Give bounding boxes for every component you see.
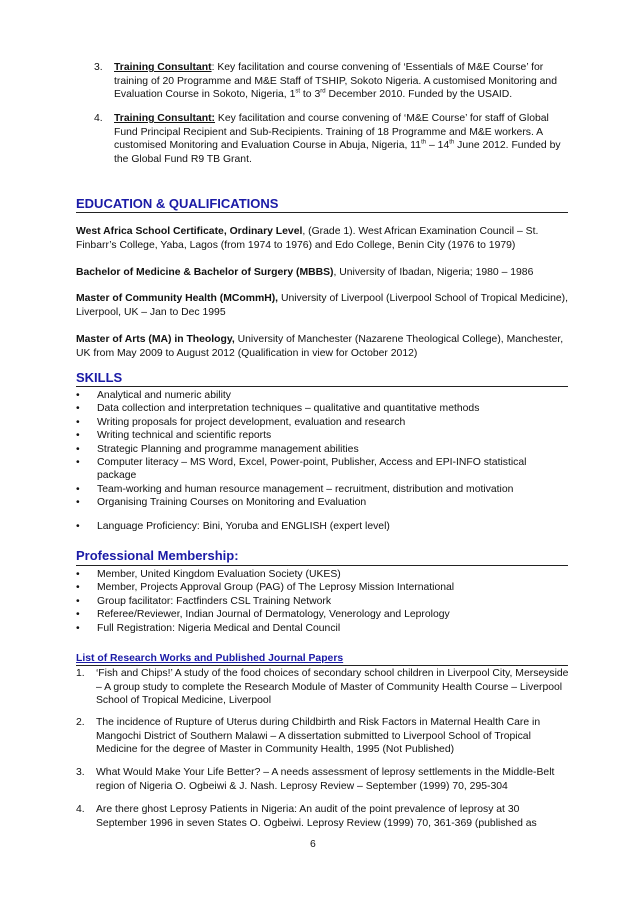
education-entry: Bachelor of Medicine & Bachelor of Surgery (MBBS), University of Ibadan, Nigeria; 1980 – 1986 (76, 267, 534, 278)
role-label: Training Consultant: (114, 113, 216, 124)
heading-rule (76, 212, 568, 213)
list-item: • Strategic Planning and programme management abilities (76, 443, 359, 455)
research-heading: List of Research Works and Published Journal Papers (76, 653, 344, 664)
research-item: 1. ‘Fish and Chips!’ A study of the food choices of secondary school children in Liverpool City, Merseyside – A group study to complete the Research Module of Master of Community Health Course – Liverpool School of Tropical Medicine, Liverpool (76, 668, 569, 707)
education-heading: EDUCATION & QUALIFICATIONS (76, 196, 279, 211)
heading-rule (76, 565, 568, 566)
list-item: • Writing proposals for project development, evaluation and research (76, 416, 406, 428)
research-item: 3. What Would Make Your Life Better? – A needs assessment of leprosy settlements in the Middle-Belt region of Nigeria O. Ogbeiwi & J. Nash. Leprosy Review – September (1999) 70, 295-304 (76, 767, 555, 792)
list-item: • Group facilitator: Factfinders CSL Training Network (76, 595, 332, 607)
list-item: • Team-working and human resource management – recruitment, distribution and motivation (76, 483, 514, 495)
research-item: 2. The incidence of Rupture of Uterus during Childbirth and Risk Factors in Maternal Health Care in Mangochi District of Southern Malawi – A dissertation submitted to Liverpool School of Tropical Medicine for the degree of Master in Community Health, 1995 (Not Published) (76, 717, 541, 756)
heading-rule (76, 665, 568, 666)
training-text: Training Consultant: Key facilitation and course convening of ‘Essentials of M&E Course’ for training of 20 Programme and M&E Staff of TSHIP, Sokoto Nigeria. A customised Monitoring and Evaluation Course in Sokoto, Nigeria, 1st to 3rd December 2010. Funded by the USAID. (114, 62, 557, 101)
heading-rule (76, 386, 568, 387)
list-item: • Referee/Reviewer, Indian Journal of Dermatology, Venerology and Leprology (76, 609, 450, 621)
item-number: 3. (94, 62, 103, 73)
membership-heading: Professional Membership: (76, 548, 239, 563)
membership-list (76, 568, 568, 635)
education-entry: West Africa School Certificate, Ordinary Level, (Grade 1). West African Examination Council – St. Finbarr’s College, Yaba, Lagos (from 1974 to 1976) and Edo College, Benin City (1976 to 1979) (76, 226, 539, 251)
skills-list (76, 389, 568, 510)
list-item: • Writing technical and scientific reports (76, 430, 272, 442)
list-item: • Member, United Kingdom Evaluation Society (UKES) (76, 569, 341, 580)
education-entry: Master of Arts (MA) in Theology, University of Manchester (Nazarene Theological College), Manchester, UK from May 2009 to August 2012 (Qualification in view for October 2012) (76, 334, 564, 359)
list-item: • Computer literacy – MS Word, Excel, Power-point, Publisher, Access and EPI-INFO statistical package (76, 457, 527, 482)
list-item: • Language Proficiency: Bini, Yoruba and ENGLISH (expert level) (76, 521, 390, 532)
skills-heading: SKILLS (76, 370, 123, 385)
page-number: 6 (310, 839, 316, 850)
role-label: Training Consultant (114, 62, 212, 73)
item-number: 4. (94, 113, 103, 124)
list-item: • Organising Training Courses on Monitoring and Evaluation (76, 497, 367, 509)
research-item: 4. Are there ghost Leprosy Patients in Nigeria: An audit of the point prevalence of leprosy at 30 September 1996 in seven States O. Ogbeiwi. Leprosy Review (1999) 70, 361-369 (published as (76, 804, 537, 829)
list-item: • Data collection and interpretation techniques – qualitative and quantitative methods (76, 403, 480, 415)
education-entry: Master of Community Health (MCommH), University of Liverpool (Liverpool School of Tropical Medicine), Liverpool, UK – Jan to Dec 1995 (76, 293, 568, 318)
list-item: • Member, Projects Approval Group (PAG) of The Leprosy Mission International (76, 582, 455, 594)
training-text: Training Consultant: Key facilitation and course convening of ‘M&E Course’ for staff of Global Fund Principal Recipient and Sub-Recipients. Training of 18 Programme and M&E workers. A customised Monitoring and Evaluation Course in Abuja, Nigeria, 11th – 14th June 2012. Funded by the Global Fund R9 TB Grant. (114, 113, 561, 165)
list-item: • Analytical and numeric ability (76, 390, 231, 401)
language-list (76, 520, 568, 533)
list-item: • Full Registration: Nigeria Medical and Dental Council (76, 622, 341, 634)
